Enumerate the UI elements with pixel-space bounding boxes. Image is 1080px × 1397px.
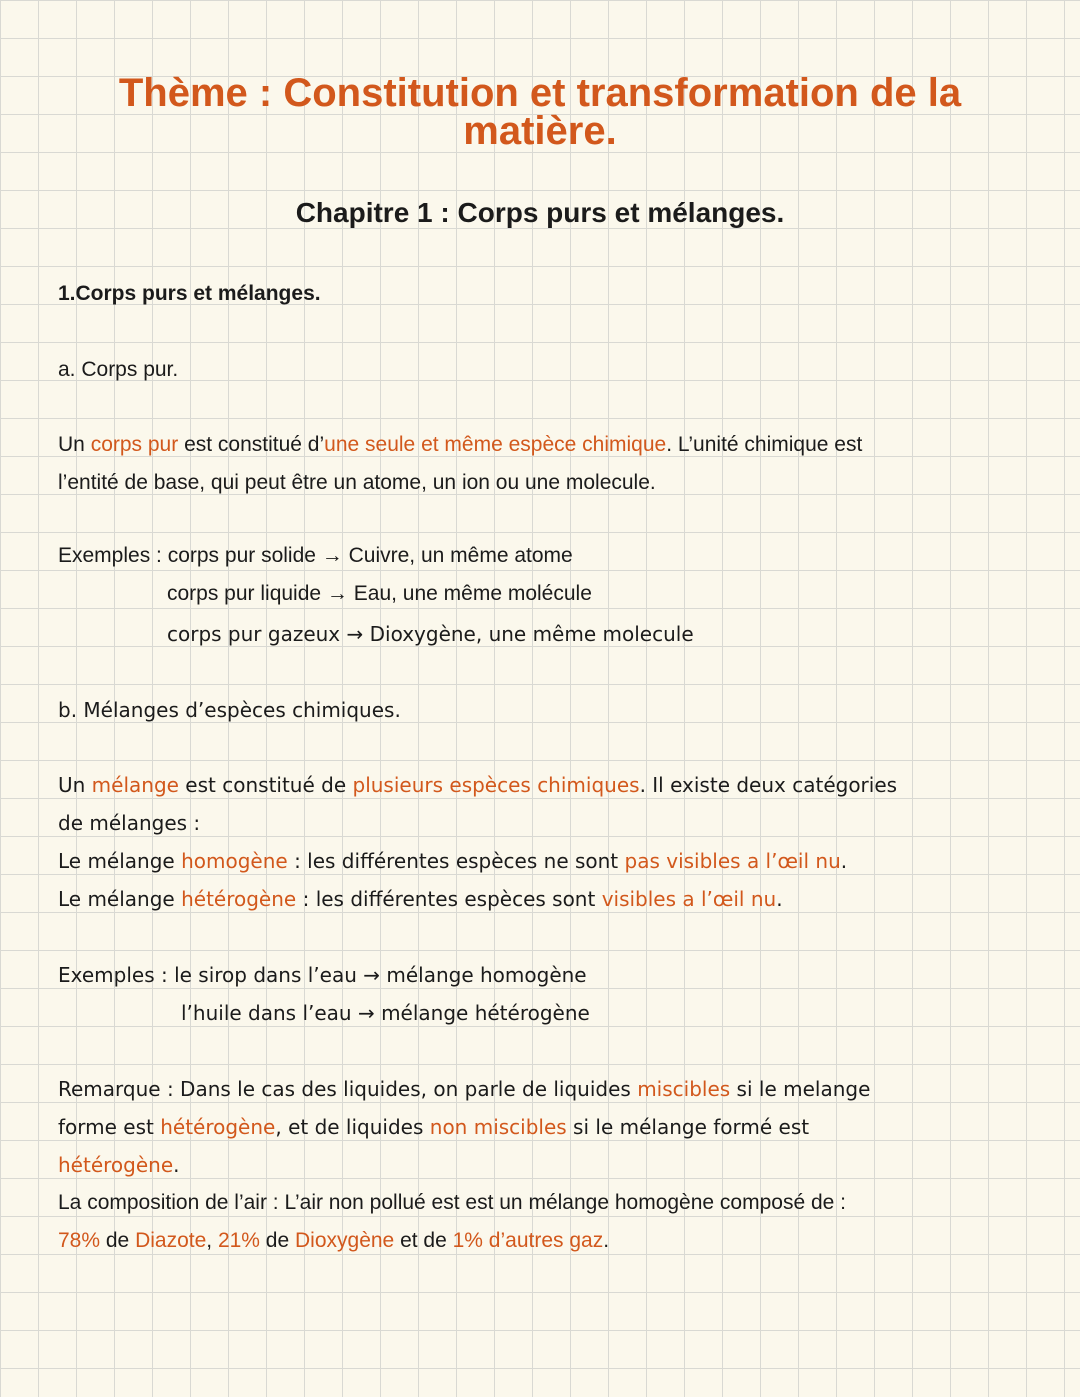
highlight-term: Diazote: [135, 1229, 207, 1252]
text: si le melange: [730, 1077, 871, 1101]
text: , et de liquides: [275, 1115, 430, 1139]
paragraph-corps-pur-line1: [58, 433, 862, 457]
section-heading: 1.Corps purs et mélanges.: [58, 282, 321, 305]
highlight-term: visibles a l’œil nu: [601, 887, 777, 911]
highlight-term: Dioxygène: [295, 1229, 395, 1252]
page-title: Thème : Constitution et transformation de la matière.: [118, 71, 962, 153]
text: forme est: [58, 1115, 161, 1139]
text: est constitué d’: [178, 433, 325, 456]
text: .: [840, 849, 848, 873]
highlight-term: homogène: [181, 849, 288, 873]
chapter-title: Chapitre 1 : Corps purs et mélanges.: [295, 197, 785, 228]
subsection-b-heading: b. Mélanges d’espèces chimiques.: [58, 698, 401, 722]
highlight-term: mélange: [91, 773, 179, 797]
paragraph-melange-line1: [58, 773, 897, 797]
text: : les différentes espèces ne sont: [287, 849, 625, 873]
text: Le mélange: [58, 887, 182, 911]
highlight-term: hétérogène: [181, 887, 297, 911]
highlight-term: pas visibles a l’œil nu: [624, 849, 841, 873]
text: . L’unité chimique est: [666, 433, 863, 456]
text: Un: [58, 433, 91, 456]
highlight-term: 1% d’autres gaz: [452, 1229, 604, 1252]
example-huile: l’huile dans l’eau → mélange hétérogène: [181, 1001, 590, 1025]
text: .: [603, 1229, 610, 1252]
example-liquid: corps pur liquide → Eau, une même molécule: [167, 582, 592, 605]
paragraph-corps-pur-line2: l’entité de base, qui peut être un atome, un ion ou une molecule.: [58, 471, 656, 494]
highlight-term: une seule et même espèce chimique: [324, 433, 667, 456]
highlight-term: hétérogène: [160, 1115, 276, 1139]
text: : les différentes espèces sont: [296, 887, 602, 911]
highlight-term: hétérogène: [58, 1153, 174, 1177]
text: et de: [394, 1229, 453, 1252]
highlight-term: miscibles: [637, 1077, 731, 1101]
text: est constitué de: [178, 773, 353, 797]
text: Un: [58, 773, 92, 797]
remark-line2: [58, 1115, 809, 1139]
text: .: [776, 887, 783, 911]
text: Remarque : Dans le cas des liquides, on parle de liquides: [58, 1077, 638, 1101]
text: ,: [206, 1229, 218, 1252]
text: Le mélange: [58, 849, 182, 873]
highlight-term: non miscibles: [429, 1115, 567, 1139]
highlight-term: corps pur: [90, 433, 179, 456]
example-solid: Exemples : corps pur solide → Cuivre, un même atome: [58, 544, 573, 567]
air-composition-line1: La composition de l’air : L’air non pollué est est un mélange homogène composé de :: [58, 1191, 846, 1214]
highlight-term: 21%: [217, 1229, 260, 1252]
text: si le mélange formé est: [566, 1115, 810, 1139]
subsection-a-heading: a. Corps pur.: [58, 358, 179, 381]
melange-heterogene: [58, 887, 783, 911]
paragraph-melange-line2: de mélanges :: [58, 811, 201, 835]
remark-line3: [58, 1153, 180, 1177]
highlight-term: plusieurs espèces chimiques: [352, 773, 640, 797]
air-composition-line2: [58, 1229, 609, 1253]
text: . Il existe deux catégories: [639, 773, 898, 797]
text: de: [100, 1229, 136, 1252]
example-gas: corps pur gazeux → Dioxygène, une même molecule: [167, 622, 694, 646]
melange-homogene: [58, 849, 847, 873]
text: .: [173, 1153, 180, 1177]
highlight-term: 78%: [58, 1229, 101, 1252]
text: de: [259, 1229, 295, 1252]
example-sirop: Exemples : le sirop dans l’eau → mélange homogène: [58, 963, 587, 987]
remark-line1: [58, 1077, 870, 1101]
